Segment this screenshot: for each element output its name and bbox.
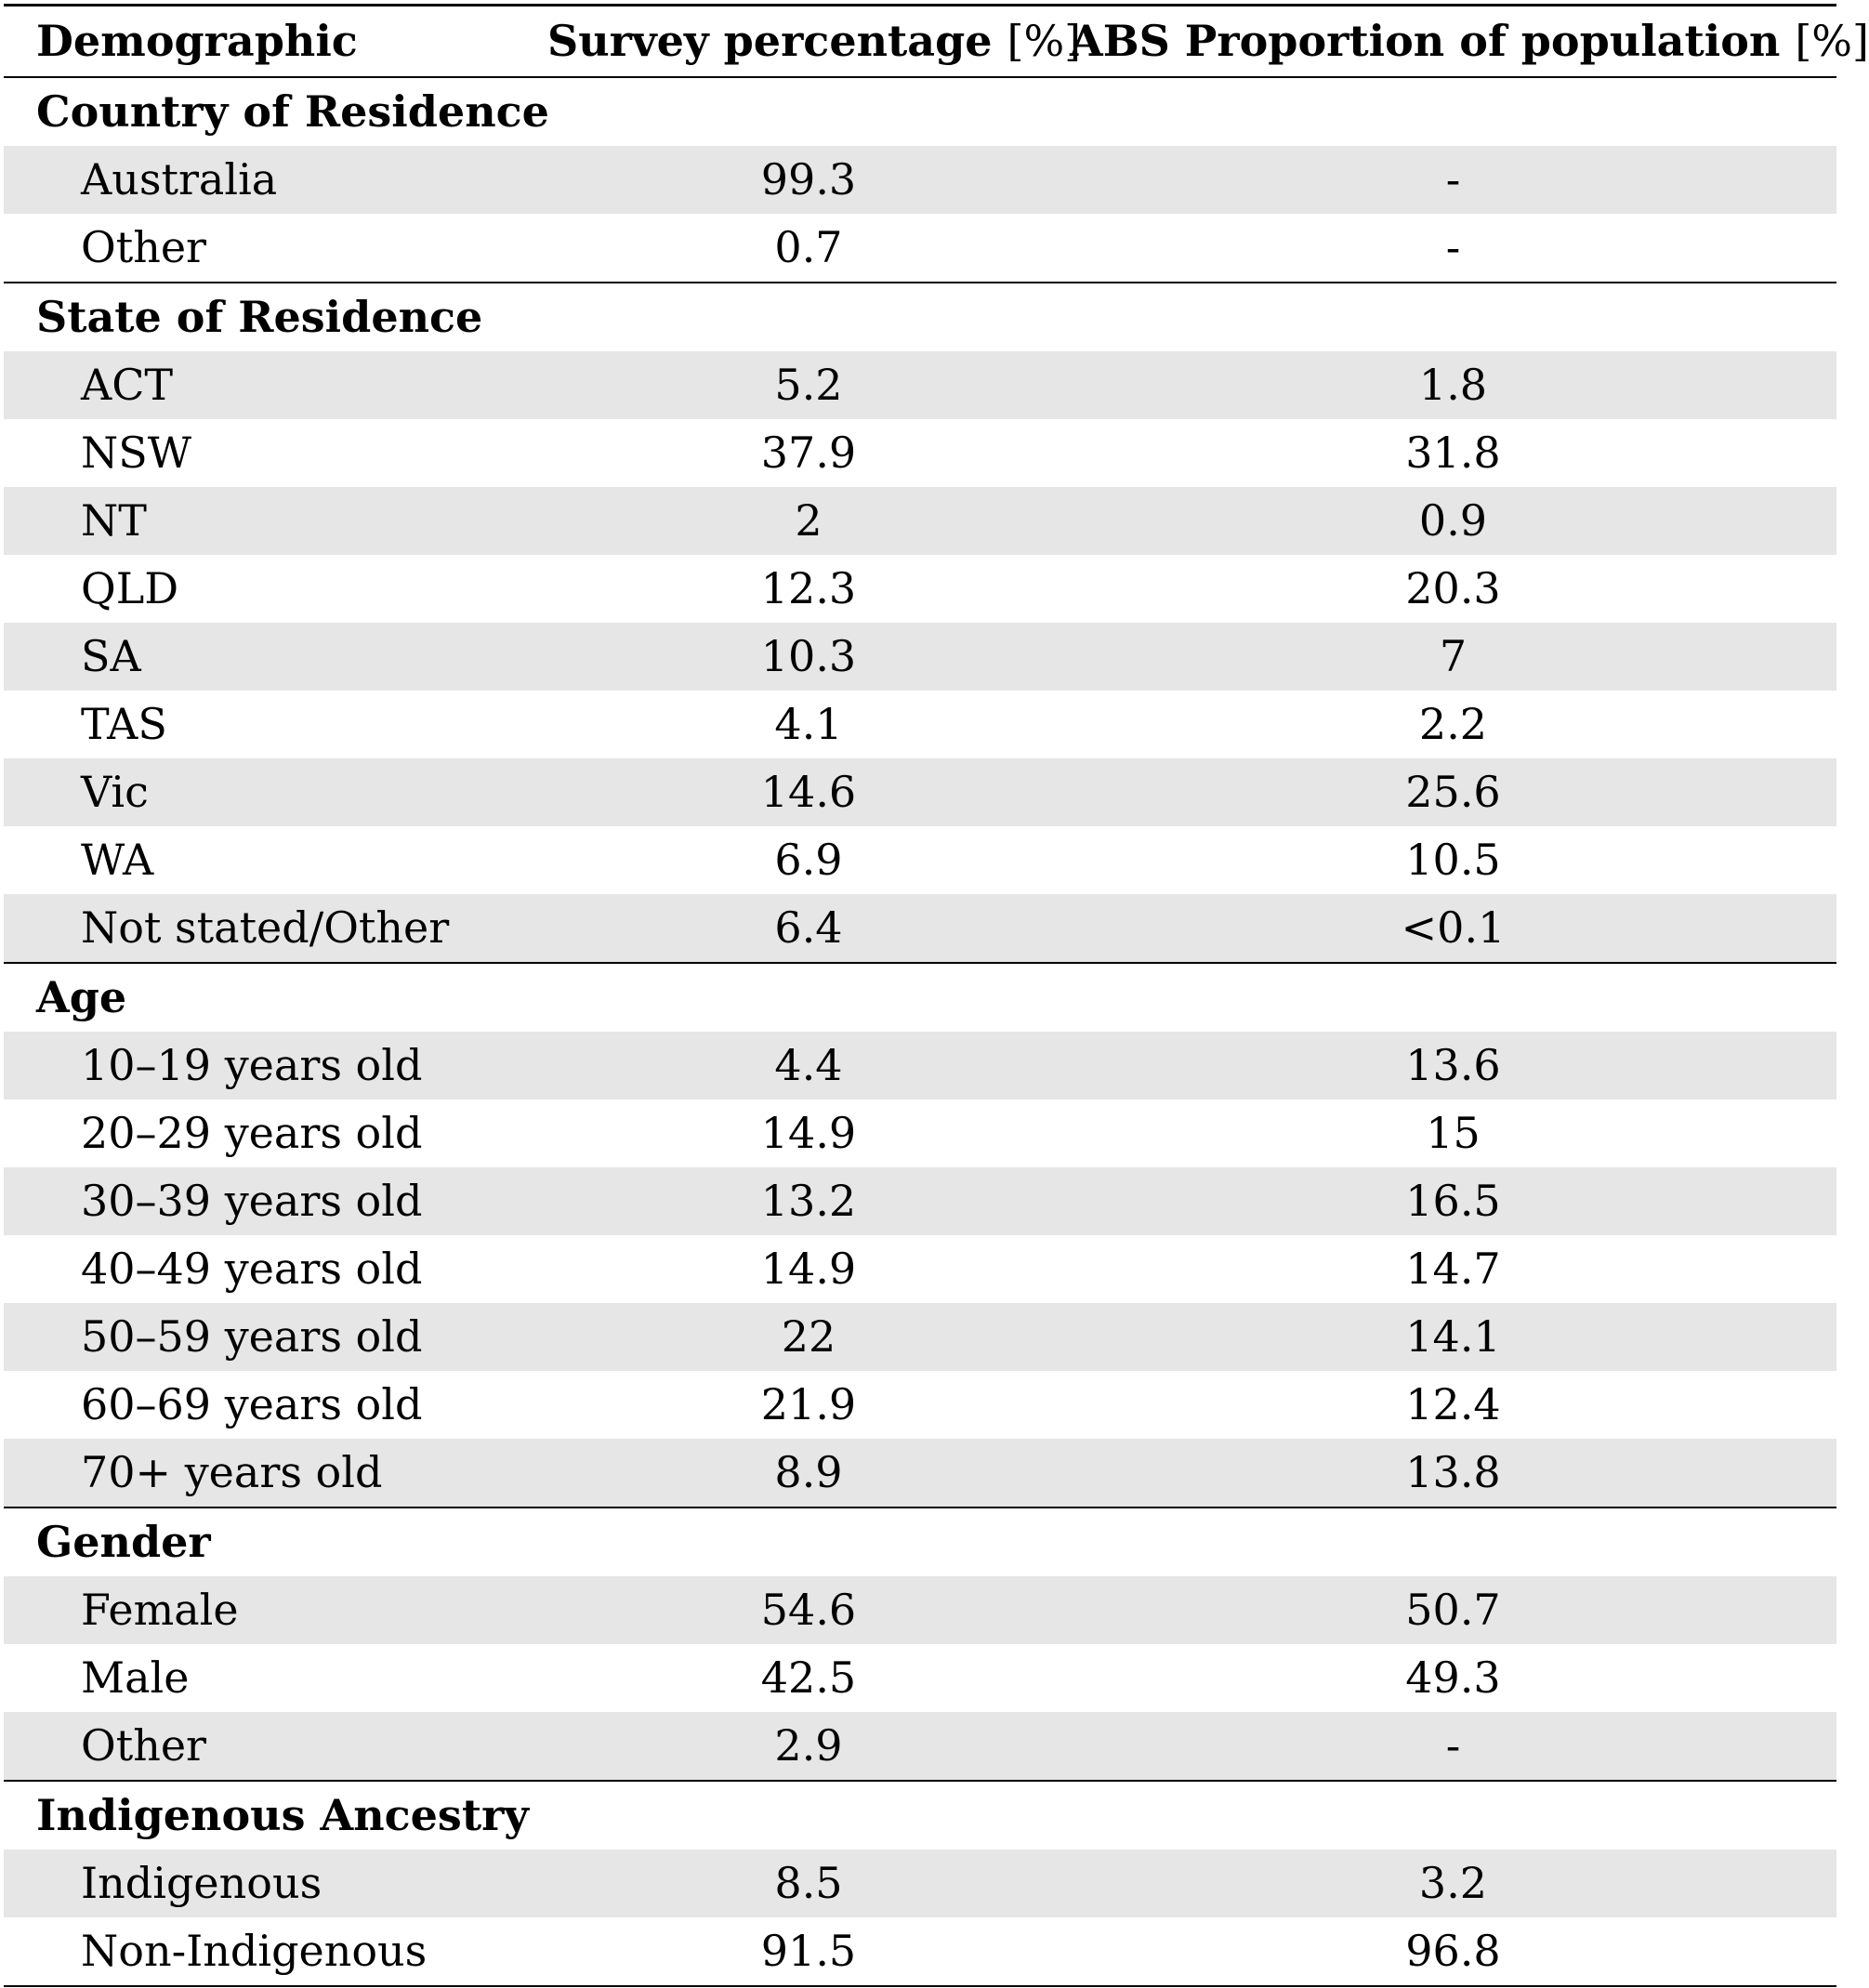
survey-percentage-cell: 5.2: [774, 360, 843, 410]
row-label: Indigenous: [81, 1858, 322, 1908]
row-label: Australia: [81, 154, 278, 204]
table-row: [4, 1303, 1836, 1371]
table-header: [4, 6, 1869, 78]
row-label: Non-Indigenous: [81, 1926, 428, 1976]
survey-percentage-cell: 14.9: [760, 1244, 857, 1294]
survey-percentage-cell: 91.5: [760, 1926, 857, 1976]
abs-proportion-cell: 20.3: [1405, 563, 1501, 613]
abs-proportion-cell: 13.6: [1405, 1040, 1501, 1090]
survey-percentage-cell: 6.4: [774, 902, 843, 953]
row-label: 50–59 years old: [81, 1311, 423, 1362]
survey-percentage-cell: 42.5: [760, 1652, 857, 1703]
abs-proportion-cell: -: [1445, 154, 1461, 204]
group-label: Indigenous Ancestry: [36, 1790, 530, 1840]
row-label: Female: [81, 1585, 239, 1635]
group-header-row: [4, 1781, 1836, 1850]
survey-percentage-cell: 6.9: [774, 835, 843, 885]
survey-percentage-cell: 0.7: [774, 222, 843, 272]
abs-proportion-cell: 3.2: [1418, 1858, 1488, 1908]
survey-percentage-cell: 10.3: [760, 631, 857, 681]
abs-proportion-cell: 14.7: [1405, 1244, 1501, 1294]
survey-percentage-cell: 8.9: [774, 1447, 843, 1497]
abs-proportion-cell: 7: [1439, 631, 1468, 681]
survey-percentage-cell: 14.6: [760, 767, 857, 817]
group-header-row: [4, 77, 1836, 146]
table-row: [4, 1850, 1836, 1917]
abs-proportion-cell: 0.9: [1418, 495, 1488, 546]
row-label: 30–39 years old: [81, 1176, 423, 1226]
row-label: 10–19 years old: [81, 1040, 423, 1090]
survey-percentage-cell: 4.1: [774, 699, 843, 749]
survey-percentage-cell: 54.6: [760, 1585, 857, 1635]
survey-percentage-cell: 21.9: [760, 1379, 857, 1429]
row-label: WA: [81, 835, 154, 885]
table-row: [4, 1032, 1836, 1099]
abs-proportion-cell: 31.8: [1405, 428, 1501, 478]
survey-percentage-cell: 2: [795, 495, 823, 546]
table-row: [4, 1167, 1836, 1235]
group-label: State of Residence: [36, 292, 483, 342]
abs-proportion-cell: 15: [1426, 1108, 1481, 1158]
survey-percentage-cell: 13.2: [760, 1176, 857, 1226]
abs-proportion-cell: 16.5: [1405, 1176, 1501, 1226]
table-row: [4, 1235, 1836, 1303]
abs-proportion-cell: 2.2: [1418, 699, 1488, 749]
header-abs-proportion: [1070, 6, 1869, 78]
table-row: [4, 487, 1836, 555]
table-row: [4, 1439, 1836, 1507]
table-row: [4, 826, 1836, 894]
table-row: [4, 691, 1836, 758]
survey-percentage-cell: 37.9: [760, 428, 857, 478]
abs-proportion-cell: 50.7: [1405, 1585, 1501, 1635]
group-label: Gender: [36, 1517, 211, 1567]
row-label: 60–69 years old: [81, 1379, 423, 1429]
table-row: [4, 623, 1836, 691]
row-label: SA: [81, 631, 141, 681]
table-row: [4, 1917, 1836, 1986]
header-abs-unit: [%]: [1795, 16, 1869, 66]
row-label: Other: [81, 1720, 207, 1771]
row-label: Vic: [81, 767, 149, 817]
header-survey-unit: [%]: [1007, 16, 1082, 66]
table-row: [4, 1576, 1836, 1644]
row-label: ACT: [81, 360, 174, 410]
survey-percentage-cell: 14.9: [760, 1108, 857, 1158]
abs-proportion-cell: 12.4: [1405, 1379, 1501, 1429]
survey-percentage-cell: 12.3: [760, 563, 857, 613]
row-label: 40–49 years old: [81, 1244, 423, 1294]
header-survey-label: Survey percentage: [547, 16, 993, 66]
row-label: Not stated/Other: [81, 902, 450, 953]
table-body: [4, 77, 1836, 1986]
header-survey-percentage: [520, 6, 1082, 78]
header-row: [4, 6, 1836, 78]
abs-proportion-cell: 49.3: [1405, 1652, 1501, 1703]
header-demographic-label: Demographic: [36, 16, 358, 66]
table-row: [4, 1712, 1836, 1781]
row-label: Male: [81, 1652, 190, 1703]
abs-proportion-cell: 13.8: [1405, 1447, 1501, 1497]
row-label: NT: [81, 495, 147, 546]
table-row: [4, 351, 1836, 419]
group-header-row: [4, 1507, 1836, 1576]
demographics-table: [4, 4, 1869, 1987]
abs-proportion-cell: 10.5: [1405, 835, 1501, 885]
row-label: QLD: [81, 563, 179, 613]
group-header-row: [4, 283, 1836, 351]
abs-proportion-cell: -: [1445, 1720, 1461, 1771]
table-row: [4, 1371, 1836, 1439]
row-label: TAS: [81, 699, 167, 749]
table-row: [4, 419, 1836, 487]
row-label: Other: [81, 222, 207, 272]
abs-proportion-cell: 96.8: [1405, 1926, 1501, 1976]
survey-percentage-cell: 99.3: [760, 154, 857, 204]
row-label: 70+ years old: [81, 1447, 383, 1497]
table-row: [4, 1099, 1836, 1167]
abs-proportion-cell: 25.6: [1405, 767, 1501, 817]
abs-proportion-cell: <0.1: [1401, 902, 1506, 953]
header-demographic: [4, 6, 520, 78]
group-label: Age: [36, 972, 127, 1022]
abs-proportion-cell: 14.1: [1405, 1311, 1501, 1362]
row-label: 20–29 years old: [81, 1108, 423, 1158]
table-container: [4, 4, 1869, 1987]
table-row: [4, 146, 1836, 214]
table-row: [4, 555, 1836, 623]
survey-percentage-cell: 2.9: [774, 1720, 843, 1771]
table-row: [4, 214, 1836, 283]
header-abs-label: ABS Proportion of population: [1070, 16, 1781, 66]
survey-percentage-cell: 4.4: [774, 1040, 843, 1090]
abs-proportion-cell: -: [1445, 222, 1461, 272]
table-row: [4, 894, 1836, 963]
group-label: Country of Residence: [36, 86, 549, 137]
survey-percentage-cell: 22: [781, 1311, 836, 1362]
group-header-row: [4, 963, 1836, 1032]
row-label: NSW: [81, 428, 192, 478]
survey-percentage-cell: 8.5: [774, 1858, 843, 1908]
table-row: [4, 1644, 1836, 1712]
table-row: [4, 758, 1836, 826]
abs-proportion-cell: 1.8: [1418, 360, 1488, 410]
